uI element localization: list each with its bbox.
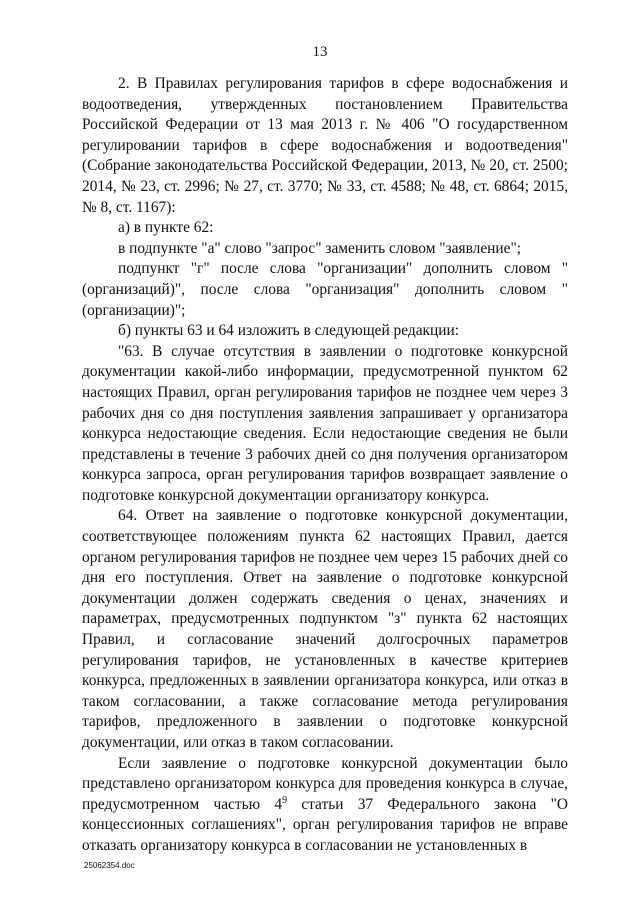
paragraph-point-63: "63. В случае отсутствия в заявлении о подготовке конкурсной документации какой-либо информации, предусмотренной пунктом 62 настоящих Правил, орган регулирования тарифов не позднее чем через 3 рабочих дня со дня поступления заявления запрашивает у организатора конкурса недостающие сведения. Если недостающие сведения не были представлены в течение 3 рабочих дней со дня получения организатором конкурса запроса, орган регулирования тарифов возвращает заявление о подготовке конкурсной документации организатору конкурса. — [82, 342, 568, 504]
paragraph-subpoint-g: подпункт "г" после слова "организации" дополнить словом "(организаций)", после слова "организация" дополнить словом "(организации)"; — [82, 260, 568, 319]
paragraph-subitem-b: б) пункты 63 и 64 изложить в следующей редакции: — [118, 322, 459, 340]
footer-document-code: 25062354.doc — [84, 861, 135, 870]
paragraph-subpoint-a: в подпункте "а" слово "запрос" заменить словом "заявление"; — [118, 239, 522, 257]
paragraph-concession-case — [82, 754, 568, 857]
paragraph-point-64: 64. Ответ на заявление о подготовке конкурсной документации, соответствующее положениям пункта 62 настоящих Правил, дается органом регулирования тарифов не позднее чем через 15 рабочих дней со дня его поступления. Ответ на заявление о подготовке конкурсной документации должен содержать сведения о ценах, значениях и параметрах, предусмотренных подпунктом "з" пункта 62 настоящих Правил, и согласование значений долгосрочных параметров регулирования тарифов, не установленных в качестве критериев конкурса, предложенных в заявлении организатора конкурса, или отказ в таком согласовании, а также согласование метода регулирования тарифов, предложенного в заявлении о подготовке конкурсной документации, или отказ в таком согласовании. — [82, 507, 568, 751]
paragraph-item-2: 2. В Правилах регулирования тарифов в сфере водоснабжения и водоотведения, утвержденных постановлением Правительства Российской Федерации от 13 мая 2013 г. № 406 "О государственном регулировании тарифов в сфере водоснабжения и водоотведения" (Собрание законодательства Российской Федерации, 2013, № 20, ст. 2500; 2014, № 23, ст. 2996; № 27, ст. 3770; № 33, ст. 4588; № 48, ст. 6864; 2015, № 8, ст. 1167): — [82, 75, 568, 216]
paragraph-text-after-superscript: статьи 37 Федерального закона "О концессионных соглашениях", орган регулирования тарифов не вправе отказать организатору конкурса в согласовании не установленных в — [82, 795, 569, 854]
paragraph-text-before-superscript: Если заявление о подготовке конкурсной документации было представлено организатором конкурса для проведения конкурса в случае, предусмотренном частью 4 — [82, 754, 568, 813]
document-body — [82, 74, 568, 857]
page-number: 13 — [312, 44, 328, 60]
paragraph-subitem-a: а) в пункте 62: — [118, 219, 214, 237]
superscript-number: 9 — [282, 794, 288, 806]
